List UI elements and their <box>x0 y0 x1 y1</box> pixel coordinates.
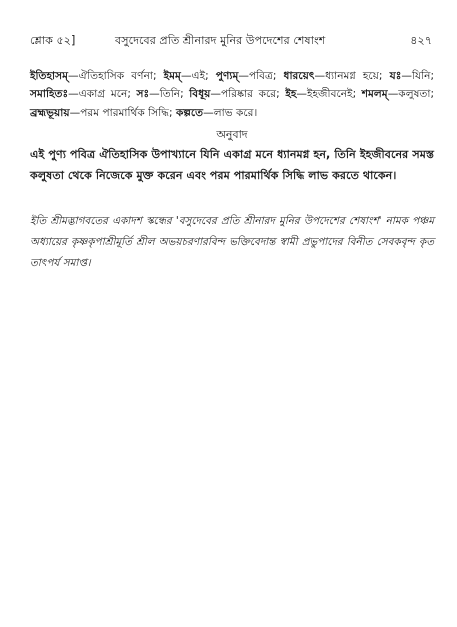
page <box>30 33 434 274</box>
synonym-term: যঃ <box>389 70 402 82</box>
synonym-entry: যঃ—যিনি <box>389 70 431 82</box>
synonym-meaning: ইহজীবনেই <box>306 88 353 101</box>
synonym-term: কল্পতে <box>175 106 204 119</box>
synonym-meaning: তিনি <box>159 88 181 101</box>
synonym-term: শমলম্ <box>361 88 388 101</box>
synonym-meaning: কলুষতা <box>398 88 431 101</box>
chapter-colophon: ইতি শ্রীমদ্ভাগবতের একাদশ স্কন্ধের 'বসুদেবের প্রতি শ্রীনারদ মুনির উপদেশের শেষাংশ' নামক পঞ্চম অধ্যায়ের কৃষ্ণকৃপাশ্রীমূর্তি শ্রীল অভয়চরণারবিন্দ ভক্তিবেদান্ত স্বামী প্রভুপাদের বিনীত সেবকবৃন্দ কৃত তাৎপর্য সমাপ্ত। <box>30 215 434 270</box>
synonym-entry: সঃ—তিনি <box>136 88 181 101</box>
synonym-entry: শমলম্—কলুষতা <box>361 88 431 101</box>
translation-text: এই পুণ্য পবিত্র ঐতিহাসিক উপাখ্যানে যিনি একাগ্র মনে ধ্যানমগ্ন হন, তিনি ইহজীবনের সমস্ত কলুষতা থেকে নিজেকে মুক্ত করেন এবং পরম পারমার্থিক সিদ্ধি লাভ করতে থাকেন। <box>30 148 434 183</box>
synonym-entry: সমাহিতঃ—একাগ্র মনে <box>30 88 128 101</box>
synonym-entry: পুণ্যম্—পবিত্র <box>215 70 273 82</box>
synonym-meaning: এই <box>191 70 206 82</box>
synonym-entry: কল্পতে—লাভ করে। <box>175 106 258 119</box>
synonym-term: সমাহিতঃ <box>30 88 69 101</box>
synonym-meaning: পরম পারমার্থিক সিদ্ধি <box>80 106 170 119</box>
page-number: ৪২৭ <box>410 34 432 47</box>
synonym-entry: ধারয়েৎ—ধ্যানমগ্ন হয়ে <box>283 70 379 82</box>
synonym-entry: ইতিহাসম্—ঐতিহাসিক বর্ণনা <box>30 70 153 82</box>
synonym-term: বিধূয় <box>189 88 211 101</box>
synonym-term: ইহ <box>285 88 297 101</box>
running-header <box>30 33 434 49</box>
synonym-term: ধারয়েৎ <box>283 70 315 82</box>
synonym-meaning: লাভ করে। <box>213 106 258 119</box>
synonym-entry: ইহ—ইহজীবনেই <box>285 88 353 101</box>
synonym-meaning: পরিষ্কার করে <box>220 88 277 101</box>
synonym-term: ইমম্ <box>163 70 181 82</box>
synonym-entry: ইমম্—এই <box>163 70 206 82</box>
synonym-meaning: পবিত্র <box>248 70 273 82</box>
word-synonyms: ইতিহাসম্—ঐতিহাসিক বর্ণনা; ইমম্—এই; পুণ্যম্—পবিত্র; ধারয়েৎ—ধ্যানমগ্ন হয়ে; যঃ—যিনি; সমাহিতঃ—একাগ্র মনে; সঃ—তিনি; বিধূয়—পরিষ্কার করে; ইহ—ইহজীবনেই; শমলম্—কলুষতা; ব্রহ্মভূয়ায়—পরম পারমার্থিক সিদ্ধি; কল্পতে—লাভ করে। <box>30 70 435 119</box>
synonym-term: ইতিহাসম্ <box>30 70 69 82</box>
synonym-meaning: ধ্যানমগ্ন হয়ে <box>325 70 379 82</box>
synonym-term: ব্রহ্মভূয়ায় <box>30 106 70 119</box>
synonym-entry: ব্রহ্মভূয়ায়—পরম পারমার্থিক সিদ্ধি <box>30 106 170 119</box>
synonym-meaning: একাগ্র মনে <box>78 88 128 101</box>
synonym-term: পুণ্যম্ <box>215 70 239 82</box>
synonym-meaning: যিনি <box>411 70 431 82</box>
verse-reference: শ্লোক ৫২] <box>30 34 76 47</box>
synonym-term: সঃ <box>136 88 150 101</box>
chapter-title: বসুদেবের প্রতি শ্রীনারদ মুনির উপদেশের শেষাংশ <box>115 34 326 47</box>
translation-heading: অনুবাদ <box>216 128 248 142</box>
synonym-meaning: ঐতিহাসিক বর্ণনা <box>78 70 153 82</box>
synonym-entry: বিধূয়—পরিষ্কার করে <box>189 88 277 101</box>
